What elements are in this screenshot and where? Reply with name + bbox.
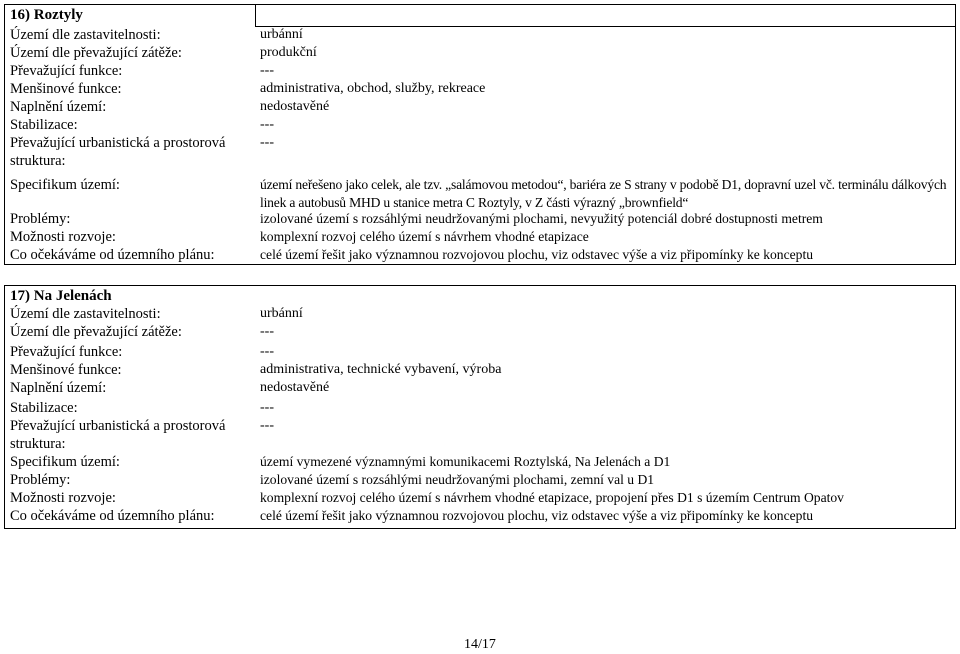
row-label: Území dle zastavitelnosti:	[10, 27, 161, 43]
section-title: 17) Na Jelenách	[10, 288, 112, 304]
row-value: izolované území s rozsáhlými neudržovanými plochami, nevyužitý potenciál dobré dostupnosti metrem	[260, 211, 823, 226]
row-value: administrativa, technické vybavení, výroba	[260, 362, 502, 377]
row-label: Možnosti rozvoje:	[10, 229, 116, 245]
row-value: urbánní	[260, 306, 303, 321]
row-value: území vymezené významnými komunikacemi Roztylská, Na Jelenách a D1	[260, 454, 671, 469]
row-value: území neřešeno jako celek, ale tzv. „salámovou metodou“, bariéra ze S strany v podobě D1, dopravní uzel vč. terminálu dálkových linek a autobusů MHD u stanice metra C Roztyly, v Z části výrazný „brownfield“	[260, 177, 947, 210]
row-label: Co očekáváme od územního plánu:	[10, 508, 215, 524]
row-value: administrativa, obchod, služby, rekreace	[260, 81, 486, 96]
row-label: Území dle převažující zátěže:	[10, 45, 182, 61]
row-value: komplexní rozvoj celého území s návrhem vhodné etapizace	[260, 229, 589, 244]
row-label: Území dle převažující zátěže:	[10, 324, 182, 340]
row-value: komplexní rozvoj celého území s návrhem vhodné etapizace, propojení přes D1 s územím Centrum Opatov	[260, 490, 844, 505]
row-value: ---	[260, 117, 274, 132]
row-value: ---	[260, 63, 274, 78]
row-label: Převažující urbanistická a prostorová struktura:	[10, 418, 226, 452]
row-label: Stabilizace:	[10, 400, 78, 416]
row-label: Převažující funkce:	[10, 63, 123, 79]
row-label: Problémy:	[10, 472, 71, 488]
row-label: Menšinové funkce:	[10, 362, 122, 378]
row-label: Převažující urbanistická a prostorová struktura:	[10, 135, 226, 169]
row-label: Specifikum území:	[10, 454, 120, 470]
row-value: ---	[260, 418, 274, 433]
row-label: Menšinové funkce:	[10, 81, 122, 97]
row-value: urbánní	[260, 27, 303, 42]
row-label: Naplnění území:	[10, 380, 107, 396]
row-value: nedostavěné	[260, 99, 330, 114]
row-value: produkční	[260, 45, 317, 60]
row-value: ---	[260, 344, 274, 359]
section-title: 16) Roztyly	[10, 7, 83, 23]
row-value: izolované území s rozsáhlými neudržovanými plochami, zemní val u D1	[260, 472, 655, 487]
section-na-jelenach	[4, 285, 956, 529]
row-label: Převažující funkce:	[10, 344, 123, 360]
row-value: celé území řešit jako významnou rozvojovou plochu, viz odstavec výše a viz připomínky ke konceptu	[260, 247, 814, 262]
row-label: Stabilizace:	[10, 117, 78, 133]
section-roztyly	[4, 4, 956, 265]
row-label: Problémy:	[10, 211, 71, 227]
row-value: ---	[260, 324, 274, 339]
row-value: celé území řešit jako významnou rozvojovou plochu, viz odstavec výše a viz připomínky ke konceptu	[260, 508, 814, 523]
page-number: 14/17	[464, 637, 496, 652]
row-label: Co očekáváme od územního plánu:	[10, 247, 215, 263]
divider	[255, 5, 256, 26]
row-value: ---	[260, 135, 274, 150]
row-value: ---	[260, 400, 274, 415]
row-label: Území dle zastavitelnosti:	[10, 306, 161, 322]
row-value: nedostavěné	[260, 380, 330, 395]
row-label: Naplnění území:	[10, 99, 107, 115]
row-label: Specifikum území:	[10, 177, 120, 193]
row-label: Možnosti rozvoje:	[10, 490, 116, 506]
